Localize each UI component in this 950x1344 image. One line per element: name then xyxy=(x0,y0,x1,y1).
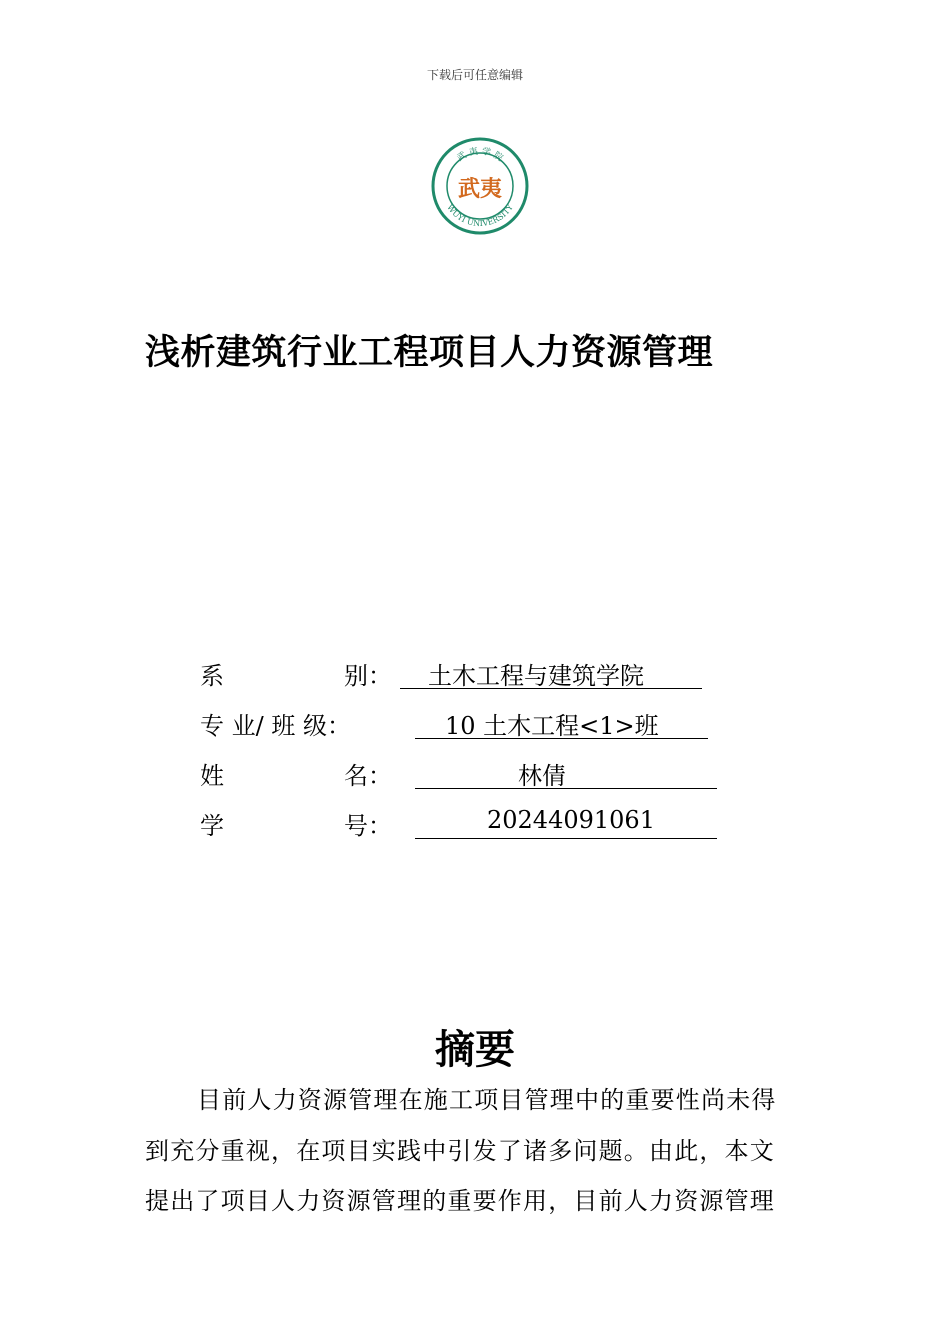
major-class-value: 10 土木工程<1>班 xyxy=(445,712,659,740)
department-label-a: 系 xyxy=(200,662,224,690)
major-class-value-field xyxy=(415,706,708,739)
student-id-label-a: 学 xyxy=(200,812,224,840)
name-label-b: 名： xyxy=(344,762,392,790)
department-value: 土木工程与建筑学院 xyxy=(428,662,644,690)
logo-top-text: 武 夷 学 院 xyxy=(455,146,505,164)
header-note: 下载后可任意编辑 xyxy=(426,68,523,82)
abstract-line-2: 到充分重视，在项目实践中引发了诸多问题。由此，本文 xyxy=(145,1137,775,1165)
document-title: 浅析建筑行业工程项目人力资源管理 xyxy=(145,333,714,373)
abstract-line-3: 提出了项目人力资源管理的重要作用，目前人力资源管理 xyxy=(145,1187,775,1215)
student-id-label-b: 号： xyxy=(344,812,392,840)
department-value-field xyxy=(400,656,702,689)
department-label-b: 别： xyxy=(344,662,392,690)
abstract-line-1: 目前人力资源管理在施工项目管理中的重要性尚未得 xyxy=(197,1086,777,1114)
logo-seal-glyph: 武夷 xyxy=(457,177,503,202)
major-class-label: 专 业/ 班 级： xyxy=(200,712,351,740)
university-logo xyxy=(430,136,530,236)
student-id-value-field xyxy=(415,806,717,839)
logo-bottom-text: WUYI UNIVERSITY xyxy=(445,202,515,229)
student-id-value: 20244091061 xyxy=(487,806,655,834)
name-value-field xyxy=(415,756,717,789)
abstract-heading: 摘要 xyxy=(435,1027,515,1073)
name-label-a: 姓 xyxy=(200,762,224,790)
name-value: 林倩 xyxy=(518,762,566,790)
